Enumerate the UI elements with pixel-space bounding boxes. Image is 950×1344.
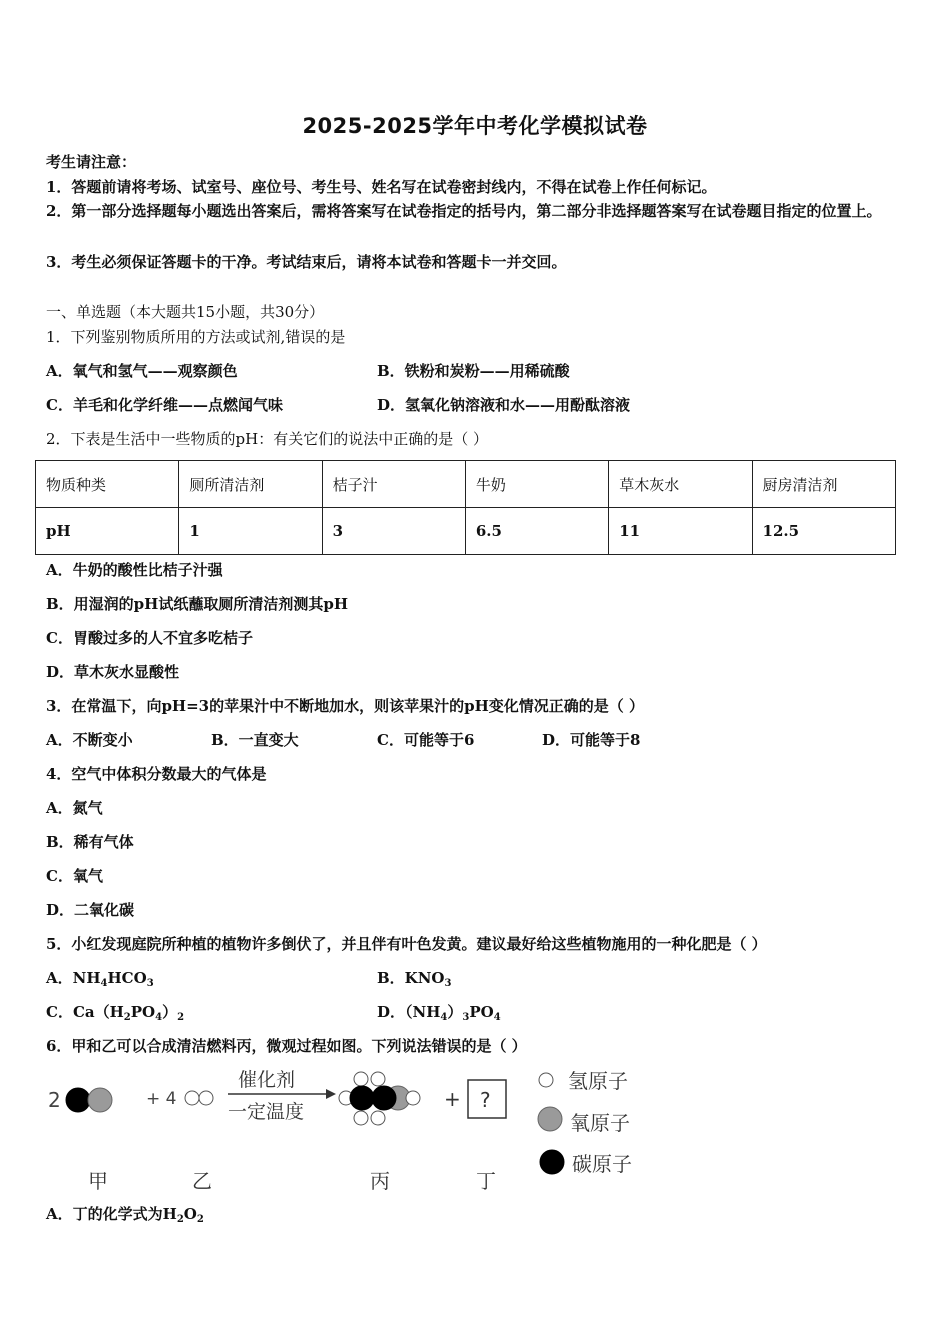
hydrogen-atom xyxy=(354,1072,368,1086)
legend-hydrogen-label: 氢原子 xyxy=(568,1069,628,1093)
hydrogen-atom xyxy=(354,1111,368,1125)
hydrogen-atom xyxy=(185,1091,199,1105)
q3-stem: 3．在常温下，向pH=3的苹果汁中不断地加水，则该苹果汁的pH变化情况正确的是（ ） xyxy=(46,697,644,715)
table-cell: pH xyxy=(36,508,179,555)
q5-option-b: B．$KNO_3$ xyxy=(377,969,452,989)
label-ding: 丁 xyxy=(476,1169,496,1193)
q5-option-a: A．$NH_4HCO_3$ xyxy=(46,969,154,989)
oxygen-atom xyxy=(88,1088,112,1112)
reaction-diagram xyxy=(40,1062,660,1202)
carbon-atom xyxy=(372,1086,396,1110)
q1-option-d: D．氢氧化钠溶液和水——用酚酞溶液 xyxy=(377,396,631,414)
table-cell: 桔子汁 xyxy=(322,461,465,508)
table-cell: 12.5 xyxy=(752,508,895,555)
legend-hydrogen-icon xyxy=(539,1073,553,1087)
q5-option-d: D．$(NH_4)_3PO_4$ xyxy=(377,1003,501,1023)
table-header-row xyxy=(36,461,896,508)
page-title: 2025-2025学年中考化学模拟试卷 xyxy=(302,114,648,138)
table-row xyxy=(36,508,896,555)
legend-oxygen-label: 氧原子 xyxy=(570,1111,630,1135)
q5-stem: 5．小红发现庭院所种植的植物许多倒伏了，并且伴有叶色发黄。建议最好给这些植物施用的一种化肥是（ ） xyxy=(46,935,767,953)
label-jia: 甲 xyxy=(88,1169,108,1193)
hydrogen-atom xyxy=(371,1072,385,1086)
q1-stem: 1．下列鉴别物质所用的方法或试剂,错误的是 xyxy=(46,328,346,346)
arrow-condition-bottom: 一定温度 xyxy=(228,1101,305,1123)
notice-item-1: 1．答题前请将考场、试室号、座位号、考生号、姓名写在试卷密封线内，不得在试卷上作任何标记。 xyxy=(46,178,717,196)
q2-option-c: C．胃酸过多的人不宜多吃桔子 xyxy=(46,629,253,647)
hydrogen-atom xyxy=(199,1091,213,1105)
notice-item-3: 3．考生必须保证答题卡的干净。考试结束后，请将本试卷和答题卡一并交回。 xyxy=(46,253,567,271)
arrow-condition-top: 催化剂 xyxy=(238,1069,296,1091)
q3-option-a: A．不断变小 xyxy=(46,731,133,749)
q6-stem: 6．甲和乙可以合成清洁燃料丙，微观过程如图。下列说法错误的是（ ） xyxy=(46,1037,527,1055)
table-cell: 6.5 xyxy=(465,508,608,555)
q1-option-b: B．铁粉和炭粉——用稀硫酸 xyxy=(377,362,570,380)
section-heading: 一、单选题（本大题共15小题，共30分） xyxy=(46,303,325,321)
table-cell: 3 xyxy=(322,508,465,555)
q2-option-b: B．用湿润的pH试纸蘸取厕所清洁剂测其pH xyxy=(46,595,349,613)
label-bing: 丙 xyxy=(370,1169,390,1193)
coef-jia: 2 xyxy=(48,1088,61,1112)
ph-table xyxy=(35,460,896,555)
plus-sign: + xyxy=(444,1087,461,1111)
table-cell: 草木灰水 xyxy=(609,461,752,508)
q3-option-c: C．可能等于6 xyxy=(377,731,475,749)
arrow-head-icon xyxy=(326,1089,336,1099)
q4-option-a: A．氮气 xyxy=(46,799,103,817)
legend-oxygen-icon xyxy=(538,1107,562,1131)
q2-option-d: D．草木灰水显酸性 xyxy=(46,663,180,681)
q2-option-a: A．牛奶的酸性比桔子汁强 xyxy=(46,561,223,579)
coef-yi: + 4 xyxy=(146,1089,177,1109)
carbon-atom xyxy=(66,1088,90,1112)
notice-heading: 考生请注意： xyxy=(46,153,137,171)
q4-option-b: B．稀有气体 xyxy=(46,833,134,851)
q1-option-a: A．氧气和氢气——观察颜色 xyxy=(46,362,238,380)
carbon-atom xyxy=(350,1086,374,1110)
table-cell: 牛奶 xyxy=(465,461,608,508)
q3-option-d: D．可能等于8 xyxy=(542,731,641,749)
table-cell: 厨房清洁剂 xyxy=(752,461,895,508)
table-cell: 物质种类 xyxy=(36,461,179,508)
q6-option-a: A．丁的化学式为$H_2O_2$ xyxy=(46,1205,204,1225)
hydrogen-atom xyxy=(371,1111,385,1125)
hydrogen-atom xyxy=(406,1091,420,1105)
q4-option-c: C．氧气 xyxy=(46,867,103,885)
legend-carbon-icon xyxy=(540,1150,564,1174)
label-yi: 乙 xyxy=(192,1169,212,1193)
legend-carbon-label: 碳原子 xyxy=(572,1152,632,1176)
q2-stem: 2．下表是生活中一些物质的pH：有关它们的说法中正确的是（ ） xyxy=(46,430,488,448)
notice-item-2: 2．第一部分选择题每小题选出答案后，需将答案写在试卷指定的括号内，第二部分非选择题答案写在试卷题目指定的位置上。 xyxy=(46,202,882,220)
unknown-product: ? xyxy=(480,1088,491,1112)
q3-option-b: B．一直变大 xyxy=(211,731,299,749)
q4-option-d: D．二氧化碳 xyxy=(46,901,135,919)
q1-option-c: C．羊毛和化学纤维——点燃闻气味 xyxy=(46,396,283,414)
table-cell: 1 xyxy=(179,508,322,555)
table-cell: 厕所清洁剂 xyxy=(179,461,322,508)
q4-stem: 4．空气中体积分数最大的气体是 xyxy=(46,765,267,783)
table-cell: 11 xyxy=(609,508,752,555)
q5-option-c: C．$Ca(H_2PO_4)_2$ xyxy=(46,1003,185,1023)
